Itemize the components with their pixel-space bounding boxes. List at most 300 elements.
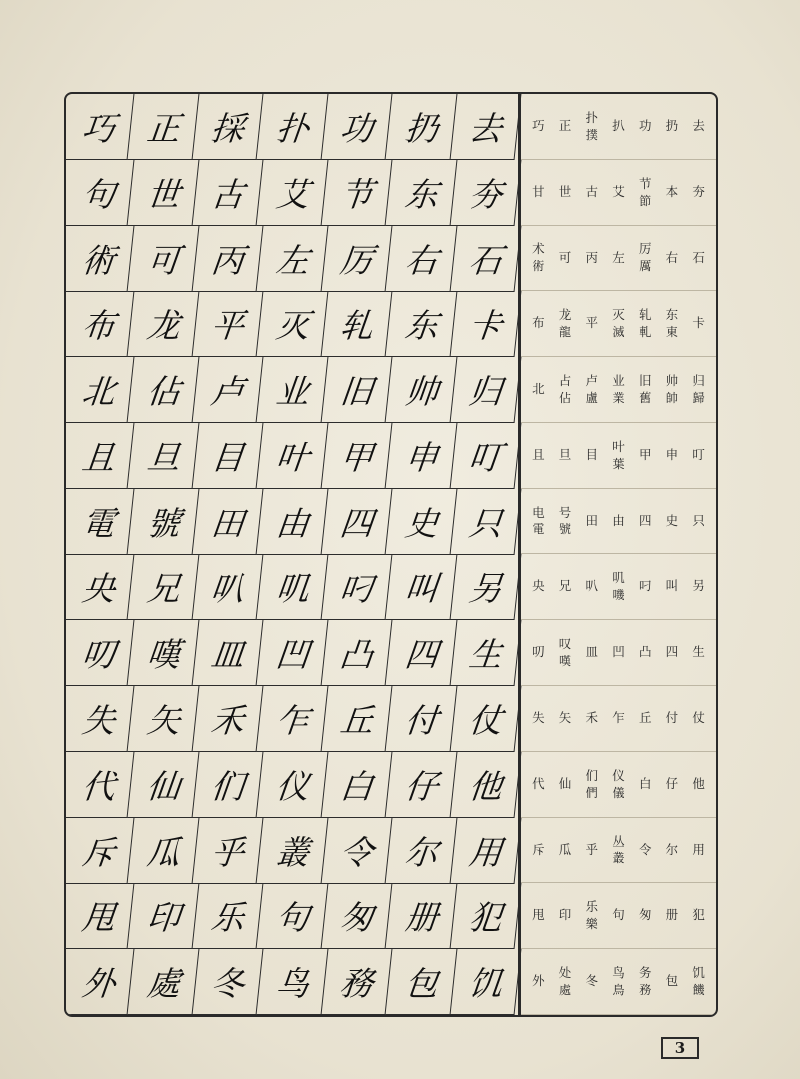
handwritten-character-cell: 代: [64, 752, 134, 818]
simplified-character: 包: [665, 973, 679, 989]
traditional-character: 節: [639, 193, 652, 208]
reference-character: [659, 447, 686, 464]
simplified-character: 平: [585, 315, 599, 331]
reference-character: [659, 644, 686, 661]
reference-character: [525, 973, 552, 990]
handwritten-character-cell: 句: [64, 160, 134, 226]
handwritten-character-cell: 付: [385, 686, 456, 752]
simplified-character: 巧: [532, 117, 545, 133]
reference-character: [525, 315, 552, 332]
reference-character: [552, 184, 579, 201]
reference-character: [578, 250, 605, 267]
traditional-character: 饑: [692, 982, 705, 997]
traditional-character: 佔: [559, 390, 572, 405]
reference-character: [632, 578, 659, 595]
handwritten-character-cell: 失: [64, 686, 134, 752]
handwritten-character-cell: 世: [127, 160, 198, 226]
simplified-character: 扑: [585, 109, 599, 125]
traditional-character: 歸: [692, 390, 705, 405]
handwritten-character-cell: 夯: [450, 160, 521, 226]
reference-character: [525, 447, 552, 464]
handwritten-character-cell: 平: [192, 291, 263, 357]
traditional-character: 處: [559, 982, 572, 997]
simplified-character: 他: [692, 775, 705, 791]
simplified-character: 叨: [532, 644, 545, 660]
reference-character: [525, 505, 552, 538]
handwritten-character-cell: 術: [64, 226, 134, 292]
handwritten-character-cell: 由: [256, 489, 327, 555]
simplified-character: 叫: [665, 578, 679, 594]
reference-character: [605, 644, 632, 661]
simplified-character: 东: [665, 307, 679, 323]
simplified-character: 右: [665, 249, 679, 265]
simplified-character: 业: [612, 373, 625, 388]
handwritten-character-cell: 尔: [385, 818, 456, 884]
simplified-character: 叽: [612, 570, 625, 586]
handwritten-character-cell: 卡: [450, 291, 521, 357]
traditional-character: 厲: [639, 259, 652, 274]
handwritten-character-cell: 左: [256, 226, 327, 292]
simplified-character: 功: [638, 117, 652, 133]
traditional-character: 鳥: [612, 982, 625, 997]
handwritten-character-cell: 功: [321, 94, 392, 160]
simplified-character: 凸: [638, 644, 652, 660]
reference-character: [525, 644, 552, 661]
simplified-character: 丘: [638, 710, 652, 726]
handwritten-character-cell: 帅: [385, 357, 456, 423]
reference-character: [552, 907, 579, 924]
simplified-character: 占: [558, 373, 572, 388]
simplified-character: 瓜: [558, 841, 572, 857]
handwritten-character-cell: 厉: [321, 226, 392, 292]
simplified-character: 四: [665, 644, 679, 660]
simplified-character: 仔: [665, 775, 679, 791]
traditional-character: 務: [639, 982, 652, 997]
simplified-character: 册: [665, 907, 679, 923]
simplified-character: 史: [665, 512, 679, 528]
reference-character: [659, 710, 686, 727]
simplified-character: 乎: [585, 841, 599, 857]
reference-character: [659, 842, 686, 859]
traditional-character: 舊: [639, 390, 652, 405]
traditional-character: 龍: [559, 325, 572, 340]
simplified-character: 付: [665, 710, 679, 726]
simplified-character: 央: [532, 578, 545, 594]
handwritten-character-cell: 们: [192, 752, 263, 818]
simplified-character: 世: [558, 183, 572, 199]
handwritten-character-cell: 卢: [192, 357, 263, 423]
handwritten-character-cell: 北: [64, 357, 134, 423]
simplified-character: 轧: [638, 307, 652, 323]
handwritten-character-cell: 轧: [321, 291, 392, 357]
reference-row: [521, 818, 716, 884]
simplified-character: 旧: [638, 373, 652, 388]
reference-character: [578, 842, 605, 859]
simplified-character: 灭: [612, 307, 625, 323]
reference-row: [521, 686, 716, 752]
reference-character: [552, 965, 579, 998]
reference-character: [632, 776, 659, 793]
reference-character: [578, 973, 605, 990]
simplified-character: 厉: [638, 241, 652, 257]
reference-character: [552, 578, 579, 595]
reference-character: [605, 250, 632, 267]
traditional-character: 嘰: [612, 588, 625, 603]
reference-character: [685, 644, 712, 661]
handwritten-character-cell: 去: [450, 94, 521, 160]
reference-character: [552, 447, 579, 464]
reference-character: [605, 570, 632, 603]
handwritten-character-cell: 灭: [256, 291, 327, 357]
traditional-character: 們: [585, 785, 598, 800]
simplified-character: 龙: [558, 307, 572, 323]
reference-row: [521, 291, 716, 357]
traditional-character: 電: [532, 522, 545, 537]
handwritten-character-cell: 史: [385, 489, 456, 555]
reference-character: [578, 447, 605, 464]
reference-character: [685, 118, 712, 135]
character-practice-sheet: [64, 92, 718, 1017]
traditional-character: 術: [532, 259, 545, 274]
simplified-character: 去: [692, 117, 705, 133]
reference-character: [632, 965, 659, 998]
simplified-character: 务: [638, 965, 652, 981]
reference-character: [525, 710, 552, 727]
reference-row: [521, 620, 716, 686]
handwritten-character-cell: 古: [192, 160, 263, 226]
handwritten-character-cell: 叨: [64, 620, 134, 686]
simplified-character: 尔: [665, 841, 679, 857]
reference-character: [605, 768, 632, 801]
simplified-character: 乍: [612, 710, 625, 726]
reference-character: [632, 118, 659, 135]
reference-row: [521, 752, 716, 818]
handwritten-character-cell: 矢: [127, 686, 198, 752]
simplified-character: 用: [692, 841, 705, 857]
reference-character: [685, 907, 712, 924]
reference-row: [521, 423, 716, 489]
handwritten-character-cell: 生: [450, 620, 521, 686]
simplified-character: 北: [532, 381, 545, 397]
handwritten-character-cell: 佔: [127, 357, 198, 423]
handwritten-character-cell: 白: [321, 752, 392, 818]
reference-character: [578, 315, 605, 332]
reference-character: [659, 776, 686, 793]
traditional-character: 葉: [612, 456, 625, 471]
handwritten-character-cell: 且: [64, 423, 134, 489]
simplified-character: 电: [532, 504, 545, 520]
handwritten-character-cell: 正: [127, 94, 198, 160]
handwritten-character-cell: 句: [256, 883, 327, 949]
reference-row: [521, 226, 716, 292]
reference-character: [685, 578, 712, 595]
reference-character: [525, 381, 552, 398]
simplified-character: 叶: [612, 438, 625, 454]
reference-character: [525, 118, 552, 135]
reference-character: [659, 118, 686, 135]
handwritten-character-cell: 四: [321, 489, 392, 555]
reference-character: [525, 241, 552, 274]
traditional-character: 東: [665, 325, 678, 340]
traditional-character: 儀: [612, 785, 625, 800]
simplified-character: 旦: [558, 446, 572, 462]
simplified-character: 由: [612, 512, 625, 528]
simplified-character: 斥: [532, 841, 545, 857]
simplified-character: 白: [638, 775, 652, 791]
reference-character: [685, 250, 712, 267]
handwritten-character-cell: 叢: [256, 818, 327, 884]
reference-character: [578, 710, 605, 727]
handwritten-character-cell: 叭: [192, 554, 263, 620]
simplified-character: 石: [692, 249, 705, 265]
handwritten-character-cell: 叼: [321, 554, 392, 620]
reference-character: [659, 250, 686, 267]
simplified-character: 代: [532, 775, 545, 791]
traditional-character: 盧: [585, 390, 598, 405]
simplified-character: 失: [532, 710, 545, 726]
handwritten-character-cell: 印: [127, 883, 198, 949]
reference-character: [552, 636, 579, 669]
simplified-character: 仙: [558, 775, 572, 791]
handwritten-character-cell: 號: [127, 489, 198, 555]
simplified-character: 术: [532, 241, 545, 257]
simplified-character: 本: [665, 183, 679, 199]
handwritten-character-cell: 四: [385, 620, 456, 686]
handwritten-character-cell: 嘆: [127, 620, 198, 686]
simplified-character: 们: [585, 767, 599, 783]
reference-character: [525, 842, 552, 859]
simplified-character: 另: [692, 578, 705, 594]
reference-character: [552, 118, 579, 135]
reference-character: [552, 250, 579, 267]
handwritten-character-cell: 艾: [256, 160, 327, 226]
simplified-character: 禾: [585, 710, 599, 726]
simplified-character: 外: [532, 973, 545, 989]
handwritten-character-cell: 节: [321, 160, 392, 226]
handwritten-character-cell: 册: [385, 883, 456, 949]
simplified-character: 只: [692, 512, 705, 528]
handwritten-character-cell: 可: [127, 226, 198, 292]
handwritten-character-cell: 田: [192, 489, 263, 555]
simplified-character: 兄: [558, 578, 572, 594]
reference-row: [521, 949, 716, 1015]
traditional-character: 叢: [612, 851, 625, 866]
reference-character: [632, 307, 659, 340]
reference-character: [632, 907, 659, 924]
simplified-character: 布: [532, 315, 545, 331]
page-number: 3: [661, 1037, 699, 1059]
simplified-character: 犯: [692, 907, 705, 923]
simplified-character: 矢: [558, 710, 572, 726]
handwritten-character-cell: 叽: [256, 554, 327, 620]
handwritten-character-cell: 乎: [192, 818, 263, 884]
reference-character: [552, 710, 579, 727]
reference-character: [605, 184, 632, 201]
reference-character: [685, 842, 712, 859]
reference-character: [578, 899, 605, 932]
handwritten-character-cell: 归: [450, 357, 521, 423]
handwritten-character-cell: 业: [256, 357, 327, 423]
reference-character: [605, 307, 632, 340]
reference-character: [685, 373, 712, 406]
simplified-character: 左: [612, 249, 625, 265]
reference-character: [632, 644, 659, 661]
reference-character: [632, 373, 659, 406]
handwritten-character-cell: 凹: [256, 620, 327, 686]
handwritten-character-grid: [66, 94, 518, 1015]
reference-character: [578, 373, 605, 406]
handwritten-character-cell: 採: [192, 94, 263, 160]
simplified-character: 叭: [585, 578, 599, 594]
handwritten-character-cell: 右: [385, 226, 456, 292]
simplified-character: 仪: [612, 767, 625, 783]
handwritten-character-cell: 令: [321, 818, 392, 884]
reference-character: [632, 241, 659, 274]
simplified-character: 正: [558, 117, 572, 133]
reference-character-table: [521, 94, 716, 1015]
simplified-character: 扔: [665, 117, 679, 133]
reference-character: [659, 513, 686, 530]
simplified-character: 目: [585, 446, 599, 462]
simplified-character: 冬: [585, 973, 599, 989]
handwritten-character-cell: 叶: [256, 423, 327, 489]
reference-character: [685, 184, 712, 201]
simplified-character: 可: [558, 249, 572, 265]
handwritten-character-cell: 东: [385, 160, 456, 226]
simplified-character: 乐: [585, 899, 599, 915]
simplified-character: 句: [612, 907, 625, 923]
reference-character: [605, 907, 632, 924]
simplified-character: 鸟: [612, 965, 625, 981]
reference-character: [632, 447, 659, 464]
reference-character: [605, 834, 632, 867]
simplified-character: 叮: [692, 446, 705, 462]
simplified-character: 甘: [532, 183, 545, 199]
reference-row: [521, 883, 716, 949]
reference-character: [605, 118, 632, 135]
simplified-character: 令: [638, 841, 652, 857]
reference-character: [632, 513, 659, 530]
handwritten-character-cell: 仔: [385, 752, 456, 818]
reference-character: [685, 965, 712, 998]
handwritten-character-cell: 目: [192, 423, 263, 489]
traditional-character: 樂: [585, 917, 598, 932]
simplified-character: 丛: [612, 833, 625, 849]
handwritten-character-cell: 旧: [321, 357, 392, 423]
simplified-character: 扒: [612, 117, 625, 133]
handwritten-character-cell: 叮: [450, 423, 521, 489]
simplified-character: 古: [585, 183, 599, 199]
reference-character: [659, 578, 686, 595]
simplified-character: 申: [665, 446, 679, 462]
handwritten-character-cell: 凸: [321, 620, 392, 686]
reference-character: [659, 373, 686, 406]
reference-character: [552, 373, 579, 406]
handwritten-character-cell: 瓜: [127, 818, 198, 884]
reference-character: [525, 184, 552, 201]
simplified-character: 生: [692, 644, 705, 660]
handwritten-character-cell: 龙: [127, 291, 198, 357]
traditional-character: 嘆: [559, 654, 572, 669]
simplified-character: 艾: [612, 183, 625, 199]
simplified-character: 四: [638, 512, 652, 528]
traditional-character: 業: [612, 390, 625, 405]
handwritten-character-cell: 只: [450, 489, 521, 555]
reference-character: [578, 513, 605, 530]
reference-character: [685, 513, 712, 530]
simplified-character: 归: [692, 373, 705, 388]
handwritten-character-cell: 扑: [256, 94, 327, 160]
reference-character: [605, 513, 632, 530]
reference-character: [578, 768, 605, 801]
simplified-character: 凹: [612, 644, 625, 660]
simplified-character: 处: [558, 965, 572, 981]
reference-character: [685, 710, 712, 727]
reference-character: [659, 307, 686, 340]
simplified-character: 皿: [585, 644, 599, 660]
reference-character: [632, 176, 659, 209]
reference-row: [521, 94, 716, 160]
handwritten-character-cell: 斥: [64, 818, 134, 884]
reference-character: [605, 965, 632, 998]
simplified-character: 印: [558, 907, 572, 923]
reference-character: [685, 315, 712, 332]
traditional-character: 滅: [612, 325, 625, 340]
handwritten-character-cell: 石: [450, 226, 521, 292]
simplified-character: 号: [558, 504, 572, 520]
simplified-character: 匆: [638, 907, 652, 923]
traditional-character: 帥: [665, 390, 678, 405]
handwritten-character-cell: 仗: [450, 686, 521, 752]
reference-character: [632, 710, 659, 727]
simplified-character: 仗: [692, 710, 705, 726]
reference-character: [605, 710, 632, 727]
handwritten-character-cell: 兄: [127, 554, 198, 620]
handwritten-character-cell: 務: [321, 949, 392, 1015]
simplified-character: 叹: [558, 636, 572, 652]
reference-row: [521, 160, 716, 226]
simplified-character: 卢: [585, 373, 599, 388]
handwritten-character-cell: 乍: [256, 686, 327, 752]
reference-character: [552, 842, 579, 859]
handwritten-character-cell: 甲: [321, 423, 392, 489]
handwritten-character-cell: 饥: [450, 949, 521, 1015]
reference-character: [659, 184, 686, 201]
handwritten-character-cell: 犯: [450, 883, 521, 949]
handwritten-character-cell: 仪: [256, 752, 327, 818]
reference-character: [552, 776, 579, 793]
reference-row: [521, 489, 716, 555]
simplified-character: 卡: [692, 315, 705, 331]
simplified-character: 甲: [638, 446, 652, 462]
reference-character: [578, 644, 605, 661]
simplified-character: 夯: [692, 183, 705, 199]
reference-character: [659, 907, 686, 924]
handwritten-character-cell: 巧: [64, 94, 134, 160]
handwritten-character-cell: 旦: [127, 423, 198, 489]
handwritten-character-cell: 乐: [192, 883, 263, 949]
traditional-character: 軋: [639, 325, 652, 340]
simplified-character: 饥: [692, 965, 705, 981]
traditional-character: 號: [559, 522, 572, 537]
simplified-character: 且: [532, 446, 545, 462]
simplified-character: 丙: [585, 249, 599, 265]
handwritten-character-cell: 东: [385, 291, 456, 357]
reference-character: [605, 439, 632, 472]
handwritten-character-cell: 仙: [127, 752, 198, 818]
reference-character: [578, 184, 605, 201]
handwritten-character-cell: 丘: [321, 686, 392, 752]
